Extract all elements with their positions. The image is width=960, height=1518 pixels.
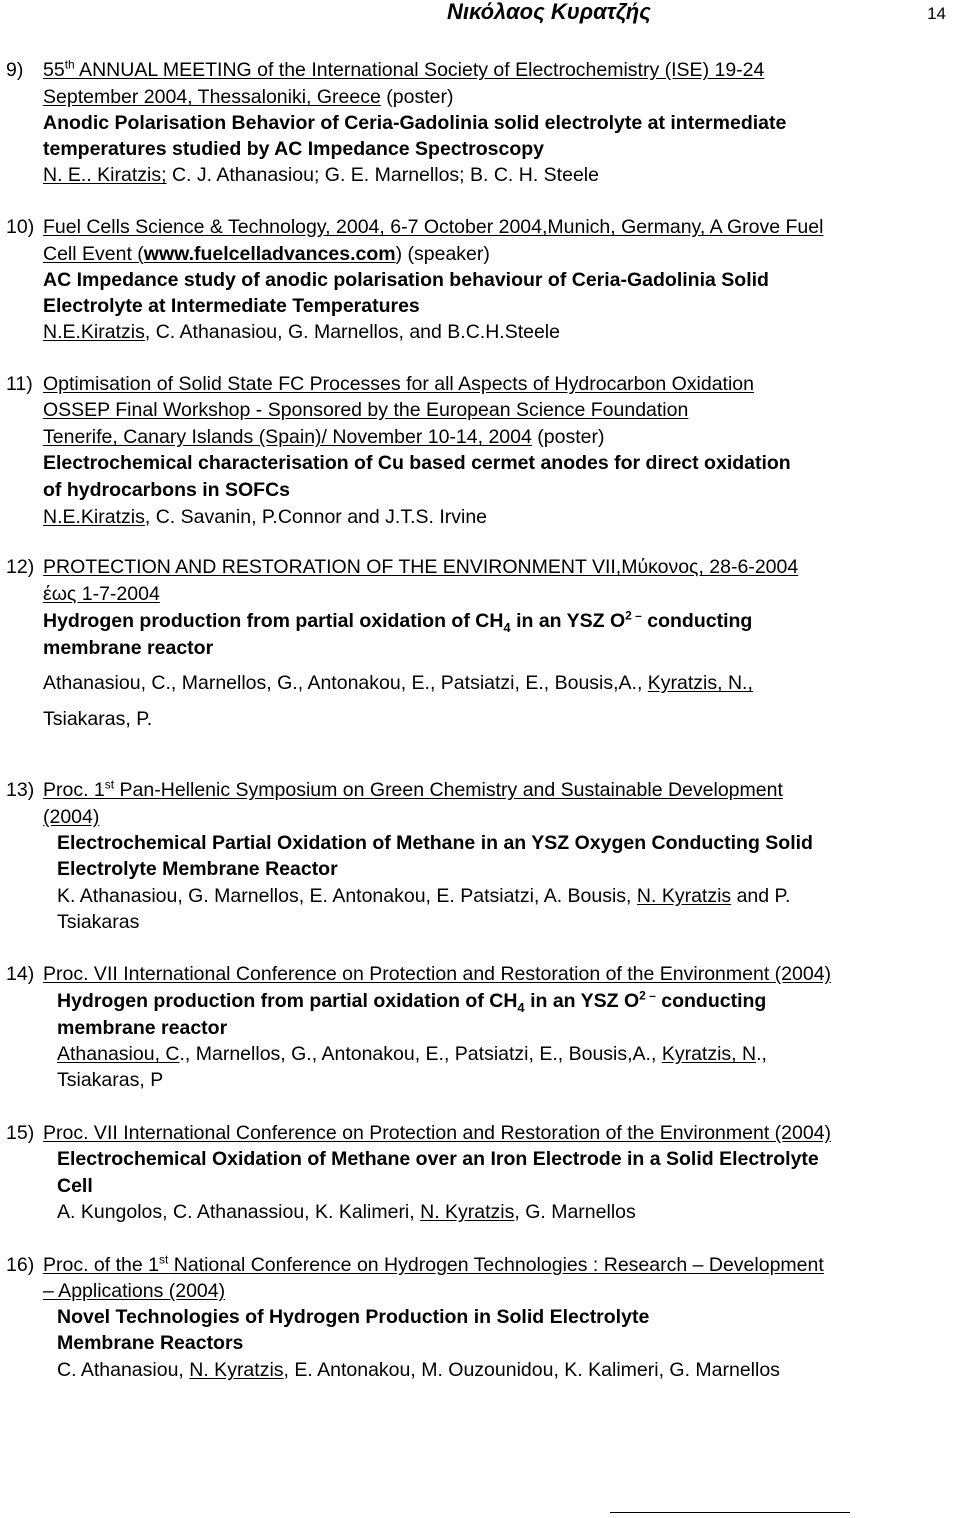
event-title: Fuel Cells Science & Technology, 2004, 6-7 October 2004,Munich, Germany, A Grove Fuel: [43, 216, 824, 238]
event-title-cont: – Applications (2004): [43, 1280, 226, 1302]
paper-title: Electrochemical characterisation of Cu based cermet anodes for direct oxidation: [43, 452, 791, 474]
paper-title: Electrochemical Oxidation of Methane over an Iron Electrode in a Solid Electrolyte: [57, 1148, 819, 1170]
entry-number: 15): [6, 1122, 35, 1144]
paper-title-cont: membrane reactor: [43, 637, 214, 659]
event-title: Proc. VII International Conference on Protection and Restoration of the Environment (2004): [43, 1122, 832, 1144]
authors-cont: Tsiakaras, P.: [43, 708, 153, 730]
entry-number: 14): [6, 963, 35, 985]
authors: A. Kungolos, C. Athanassiou, K. Kalimeri, N. Kyratzis, G. Marnellos: [57, 1201, 636, 1223]
paper-title-cont: Electrolyte at Intermediate Temperatures: [43, 295, 420, 317]
paper-title-cont: Cell: [57, 1175, 93, 1197]
event-title: PROTECTION AND RESTORATION OF THE ENVIRONMENT VII,Μύκονος, 28-6-2004: [43, 556, 799, 578]
authors: K. Athanasiou, G. Marnellos, E. Antonakou, E. Patsiatzi, A. Bousis, N. Kyratzis and P.: [57, 885, 791, 907]
event-subtitle: OSSEP Final Workshop - Sponsored by the European Science Foundation: [43, 399, 689, 421]
authors: N.E.Kiratzis, C. Savanin, P.Connor and J.T.S. Irvine: [43, 506, 488, 528]
entry-number: 13): [6, 779, 35, 801]
event-year: (2004): [43, 806, 100, 828]
paper-title-cont: Electrolyte Membrane Reactor: [57, 858, 338, 880]
event-dates: έως 1-7-2004: [43, 583, 160, 605]
authors: Athanasiou, C., Marnellos, G., Antonakou, E., Patsiatzi, E., Bousis,A., Kyratzis, N.,: [43, 672, 753, 694]
author-name: Νικόλαος Κυρατζής: [447, 0, 651, 24]
event-title: Proc. VII International Conference on Protection and Restoration of the Environment (2004): [43, 963, 832, 985]
paper-title-cont: of hydrocarbons in SOFCs: [43, 479, 291, 501]
entry-number: 10): [6, 216, 35, 238]
page-number: 14: [927, 4, 946, 23]
footer-divider: [610, 1512, 850, 1513]
authors-cont: Tsiakaras, P: [57, 1069, 164, 1091]
paper-title-cont: Membrane Reactors: [57, 1332, 244, 1354]
paper-title: Anodic Polarisation Behavior of Ceria-Gadolinia solid electrolyte at intermediate: [43, 112, 787, 134]
event-location: Tenerife, Canary Islands (Spain)/ November 10-14, 2004 (poster): [43, 426, 605, 448]
authors: N. E.. Kiratzis; C. J. Athanasiou; G. E. Marnellos; B. C. H. Steele: [43, 164, 599, 186]
paper-title: AC Impedance study of anodic polarisation behaviour of Ceria-Gadolinia Solid: [43, 269, 769, 291]
event-link[interactable]: www.fuelcelladvances.com: [143, 243, 396, 265]
paper-title: Novel Technologies of Hydrogen Production in Solid Electrolyte: [57, 1306, 650, 1328]
authors: N.E.Kiratzis, C. Athanasiou, G. Marnellos, and B.C.H.Steele: [43, 321, 560, 343]
authors: C. Athanasiou, N. Kyratzis, E. Antonakou, M. Ouzounidou, K. Kalimeri, G. Marnellos: [57, 1359, 780, 1381]
entry-number: 11): [6, 373, 33, 395]
event-title: 55th ANNUAL MEETING of the International Society of Electrochemistry (ISE) 19-24: [43, 57, 765, 81]
paper-title: Hydrogen production from partial oxidation of $CH_4$ in an YSZ $O^{2 -}$ conducting: [43, 608, 753, 635]
event-title: Optimisation of Solid State FC Processes for all Aspects of Hydrocarbon Oxidation: [43, 373, 754, 395]
paper-title: Electrochemical Partial Oxidation of Methane in an YSZ Oxygen Conducting Solid: [57, 832, 813, 854]
event-details: Cell Event (www.fuelcelladvances.com) (speaker): [43, 243, 490, 265]
entry-number: 9): [6, 59, 24, 81]
paper-title-cont: membrane reactor: [57, 1017, 228, 1039]
event-title: Proc. 1st Pan-Hellenic Symposium on Green Chemistry and Sustainable Development: [43, 777, 783, 801]
authors-cont: Tsiakaras: [57, 911, 140, 933]
event-location: September 2004, Thessaloniki, Greece (poster): [43, 86, 454, 108]
authors: Athanasiou, C., Marnellos, G., Antonakou, E., Patsiatzi, E., Bousis,A., Kyratzis, N.,: [57, 1043, 767, 1065]
paper-title: Hydrogen production from partial oxidation of $CH_4$ in an YSZ $O^{2 -}$ conducting: [57, 988, 767, 1015]
entry-number: 12): [6, 556, 35, 578]
entry-number: 16): [6, 1254, 35, 1276]
paper-title-cont: temperatures studied by AC Impedance Spectroscopy: [43, 138, 545, 160]
event-title: Proc. of the 1st National Conference on Hydrogen Technologies : Research – Development: [43, 1252, 824, 1276]
